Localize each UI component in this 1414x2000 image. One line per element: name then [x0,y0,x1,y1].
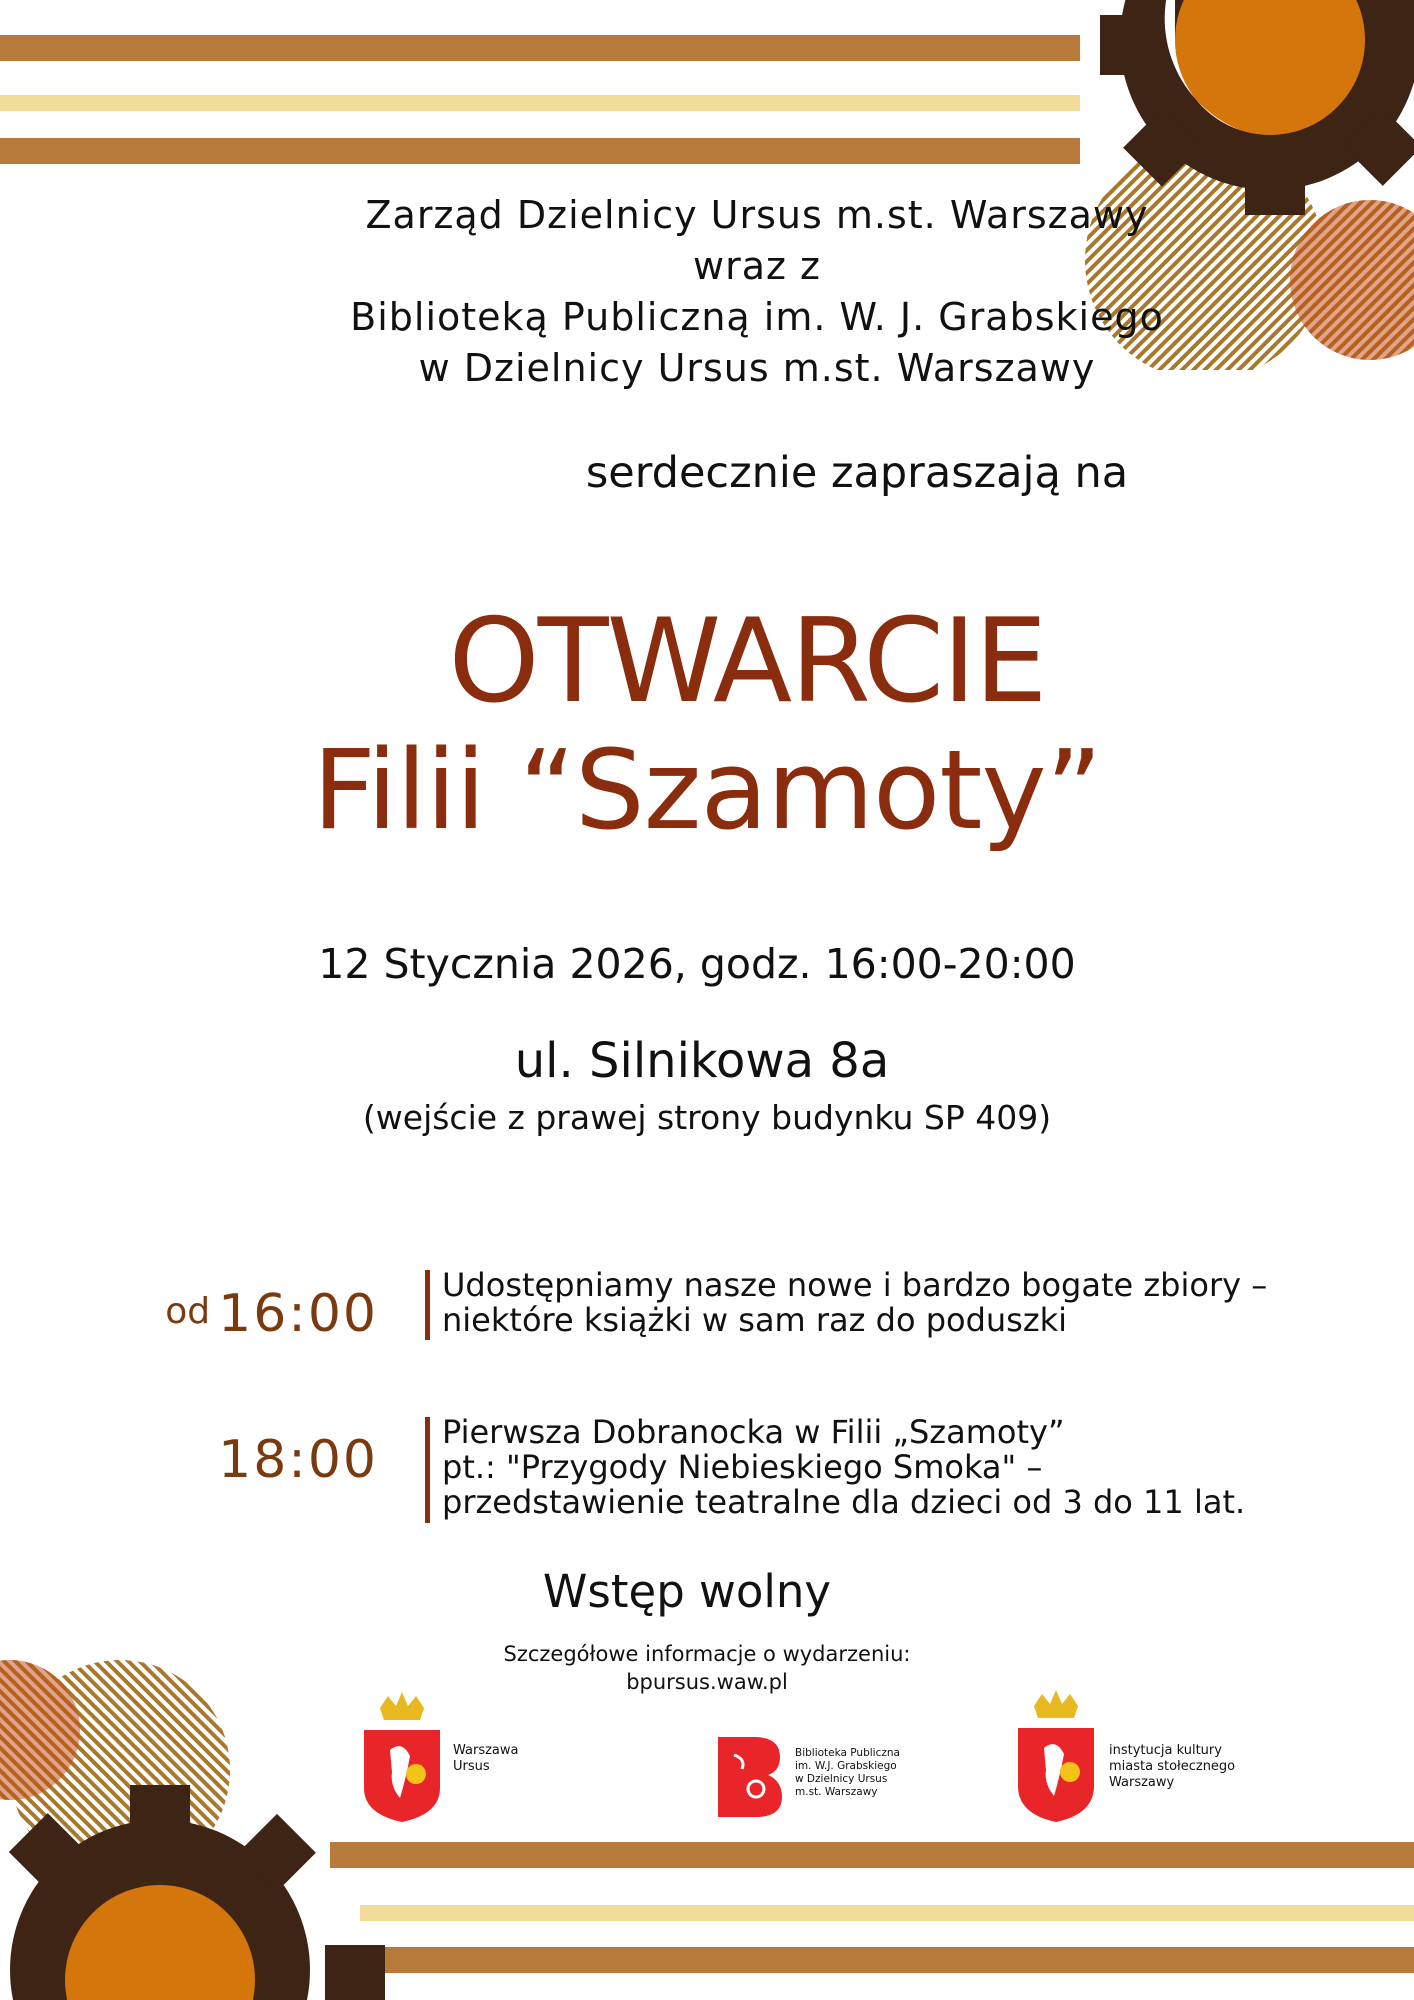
title-line-2: Filii “Szamoty” [312,726,1102,854]
logo-text-line: im. W.J. Grabskiego [795,1760,897,1772]
logo-text-line: w Dzielnicy Ursus [795,1773,888,1785]
invite-text: serdecznie zapraszają na [585,448,1129,498]
bottom-stripe-2 [360,1905,1414,1921]
warsaw-coat-of-arms-icon [1014,1686,1098,1824]
organizer-line-2: wraz z [693,244,821,288]
schedule-hour: 18:00 [218,1430,378,1490]
schedule-divider-1 [425,1270,430,1340]
schedule-line: Udostępniamy nasze nowe i bardzo bogate zbiory – [442,1266,1268,1304]
organizers [50,190,1414,394]
logo-text-line: Ursus [453,1759,490,1774]
schedule-time-2 [78,1430,378,1490]
logo-text-line: m.st. Warszawy [795,1786,878,1798]
schedule-hour: 16:00 [218,1284,378,1344]
logo-text-line: instytucja kultury [1109,1743,1222,1758]
schedule-time-1 [78,1284,378,1344]
logo-text-line: Warszawa [453,1743,519,1758]
library-logo-icon [716,1735,784,1819]
bottom-stripe-3 [385,1947,1414,1973]
gear-bottom-left-icon [0,1660,430,2000]
top-stripe-2 [0,95,1080,111]
logo-text-line: miasta stołecznego [1109,1759,1236,1774]
logo-text-line: Biblioteka Publiczna [795,1747,900,1759]
organizer-line-3: Biblioteką Publiczną im. W. J. Grabskiego [350,295,1164,339]
schedule-line: przedstawienie teatralne dla dzieci od 3 do 11 lat. [442,1483,1246,1521]
schedule-line: niektóre książki w sam raz do poduszki [442,1301,1068,1339]
event-address: ul. Silnikowa 8a [514,1033,890,1089]
schedule-desc-2 [442,1415,1342,1520]
top-stripe-3 [0,138,1080,164]
title-line-1: OTWARCIE [448,594,1046,729]
schedule-line: Pierwsza Dobranocka w Filii „Szamoty” [442,1413,1065,1451]
event-date: 12 Stycznia 2026, godz. 16:00-20:00 [318,940,1076,988]
organizer-line-1: Zarząd Dzielnicy Ursus m.st. Warszawy [365,193,1149,237]
event-address-note: (wejście z prawej strony budynku SP 409) [362,1098,1052,1137]
logo-biblioteka-text [795,1747,900,1799]
logo-instytucja-text [1109,1743,1235,1791]
bottom-stripe-1 [330,1842,1414,1868]
logo-text-line: Warszawy [1109,1775,1175,1790]
top-stripe-1 [0,35,1080,61]
info-label: Szczegółowe informacje o wydarzeniu: [503,1642,911,1666]
info-url: bpursus.waw.pl [626,1670,788,1694]
entry-free: Wstęp wolny [542,1565,832,1618]
schedule-divider-2 [425,1417,430,1523]
schedule-time-prefix: od [165,1291,211,1332]
schedule-desc-1 [442,1268,1342,1338]
schedule-line: pt.: "Przygody Niebieskiego Smoka" – [442,1448,1043,1486]
logo-warszawa-ursus-text [453,1743,519,1775]
organizer-line-4: w Dzielnicy Ursus m.st. Warszawy [418,346,1096,390]
